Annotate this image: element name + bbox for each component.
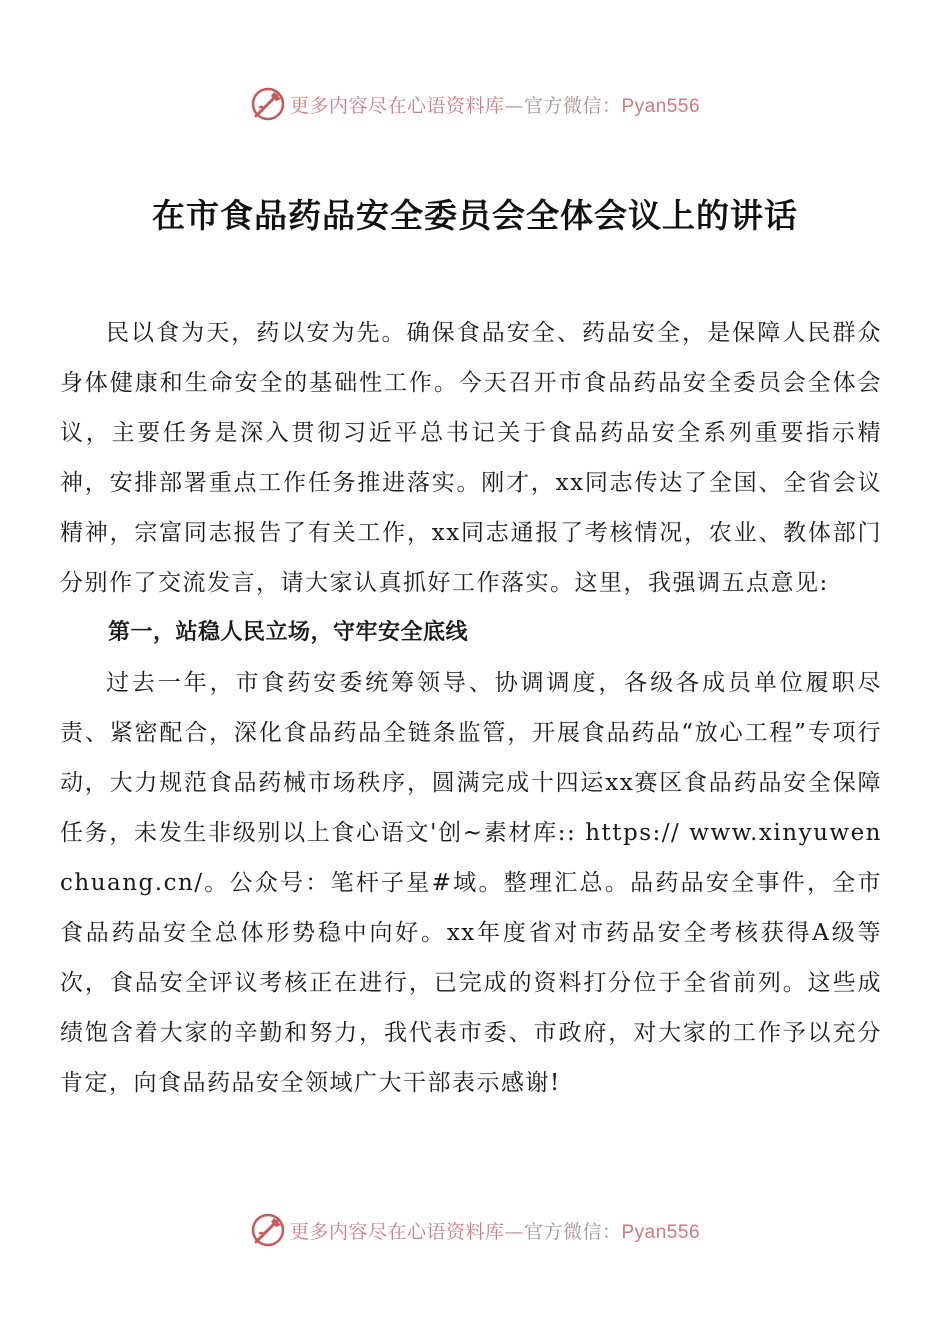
watermark-dash: —	[504, 1220, 524, 1243]
section-heading-1: 第一，站稳人民立场，守牢安全底线	[108, 620, 469, 645]
watermark-wechat-id: Pyan556	[621, 95, 701, 117]
watermark-wechat-id: Pyan556	[621, 1221, 701, 1243]
document-body	[60, 308, 882, 1108]
watermark-brand: 更多内容尽在心语资料库	[289, 1220, 505, 1243]
watermark-banner-bottom	[0, 1210, 950, 1250]
watermark-text	[290, 1217, 700, 1244]
watermark-dash: —	[504, 94, 524, 117]
section-body-1: 过去一年，市食药安委统筹领导、协调调度，各级各成员单位履职尽责、紧密配合，深化食品药品全链条监管，开展食品药品“放心工程”专项行动，大力规范食品药械市场秩序，圆满完成十四运xx赛区食品药品安全保障任务，未发生非级别以上食心语文'创~素材库:: https:// www.xinyuwenchuang.cn/。公众号：笔杆子星#域。整理汇总。品药品安全事件，全市食品药品安全总体形势稳中向好。xx年度省对市药品安全考核获得A级等次，食品安全评议考核正在进行，已完成的资料打分位于全省前列。这些成绩饱含着大家的辛勤和努力，我代表市委、市政府，对大家的工作予以充分肯定，向食品药品安全领域广大干部表示感谢!	[60, 670, 882, 1096]
pen-logo-icon	[250, 1212, 286, 1248]
watermark-wechat-label: 官方微信：	[523, 94, 622, 117]
watermark-text	[290, 91, 700, 118]
intro-paragraph: 民以食为天，药以安为先。确保食品安全、药品安全，是保障人民群众身体健康和生命安全的基础性工作。今天召开市食品药品安全委员会全体会议，主要任务是深入贯彻习近平总书记关于食品药品安全系列重要指示精神，安排部署重点工作任务推进落实。刚才，xx同志传达了全国、全省会议精神，宗富同志报告了有关工作，xx同志通报了考核情况，农业、教体部门分别作了交流发言，请大家认真抓好工作落实。这里，我强调五点意见:	[60, 320, 882, 596]
watermark-brand: 更多内容尽在心语资料库	[289, 94, 505, 117]
document-title: 在市食品药品安全委员会全体会议上的讲话	[152, 196, 798, 236]
watermark-banner-top	[0, 84, 950, 124]
pen-logo-icon	[250, 86, 286, 122]
watermark-wechat-label: 官方微信：	[523, 1220, 622, 1243]
